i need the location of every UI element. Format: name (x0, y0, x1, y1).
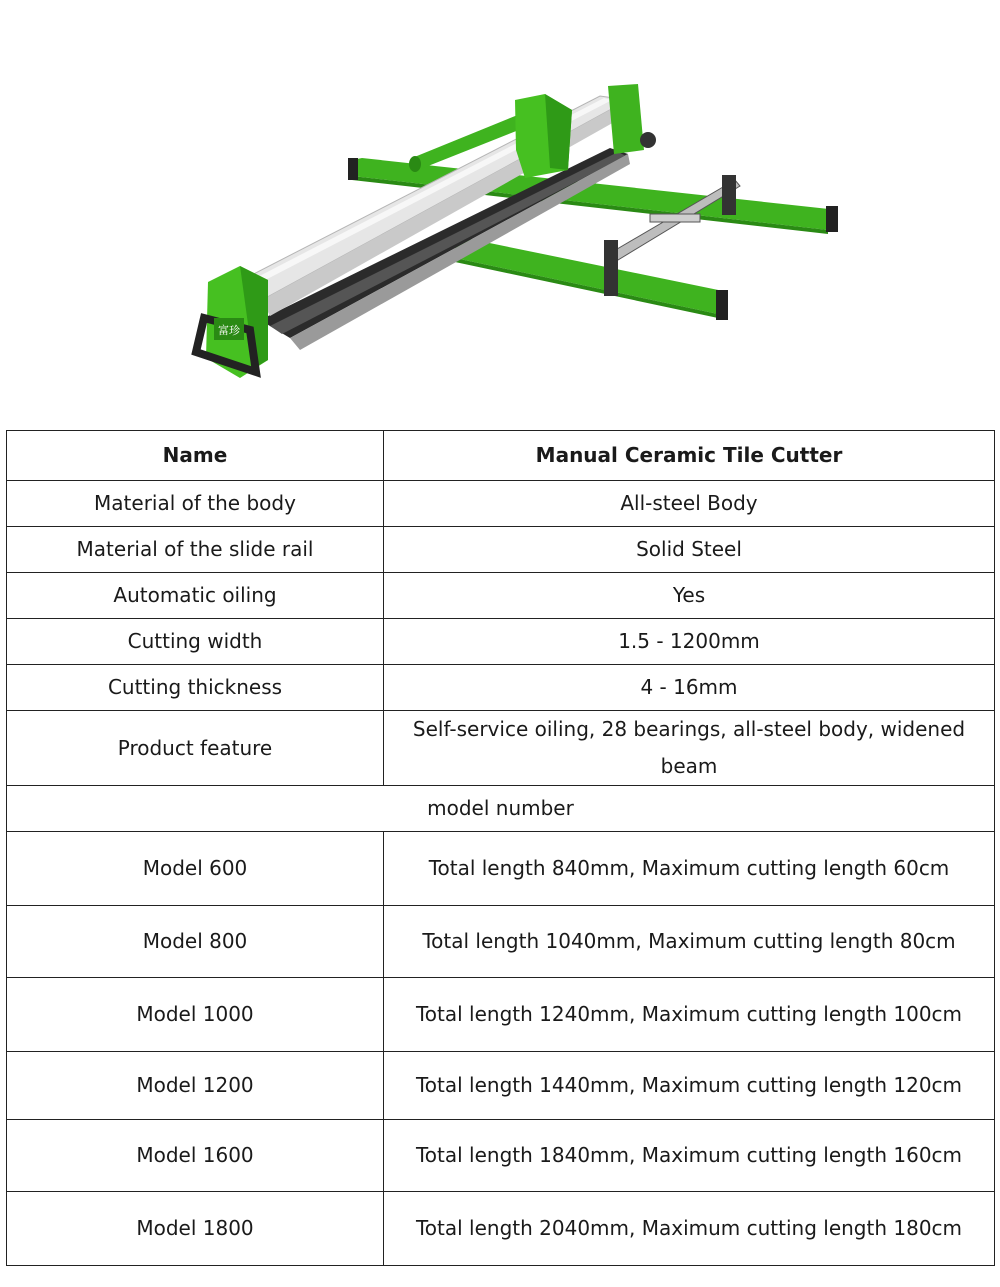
model-number-label: model number (7, 786, 995, 832)
model-name-cell: Model 1000 (7, 978, 384, 1052)
model-row (7, 1120, 995, 1192)
spec-name-cell: Automatic oiling (7, 573, 384, 619)
model-value-cell: Total length 1440mm, Maximum cutting length 120cm (384, 1052, 995, 1120)
header-value-cell: Manual Ceramic Tile Cutter (384, 431, 995, 481)
model-row (7, 906, 995, 978)
spec-value-cell: All-steel Body (384, 481, 995, 527)
spec-value-cell: Yes (384, 573, 995, 619)
model-value-cell: Total length 2040mm, Maximum cutting length 180cm (384, 1192, 995, 1266)
spec-name-cell: Material of the body (7, 481, 384, 527)
section-label-row (7, 786, 995, 832)
spec-name-cell: Product feature (7, 711, 384, 786)
spec-row (7, 665, 995, 711)
spec-value-cell: Self-service oiling, 28 bearings, all-steel body, widened beam (384, 711, 995, 786)
model-name-cell: Model 1800 (7, 1192, 384, 1266)
spec-value-cell: Solid Steel (384, 527, 995, 573)
model-row (7, 1192, 995, 1266)
brand-mark: 富珍 (218, 324, 240, 337)
model-value-cell: Total length 840mm, Maximum cutting length 60cm (384, 832, 995, 906)
spec-name-cell: Cutting width (7, 619, 384, 665)
specification-table (6, 430, 995, 1266)
table-header-row (7, 431, 995, 481)
spec-row (7, 619, 995, 665)
end-block-near (196, 266, 268, 378)
spec-row (7, 481, 995, 527)
model-value-cell: Total length 1240mm, Maximum cutting length 100cm (384, 978, 995, 1052)
model-value-cell: Total length 1840mm, Maximum cutting length 160cm (384, 1120, 995, 1192)
spec-row (7, 527, 995, 573)
model-value-cell: Total length 1040mm, Maximum cutting length 80cm (384, 906, 995, 978)
model-name-cell: Model 1600 (7, 1120, 384, 1192)
spec-value-cell: 1.5 - 1200mm (384, 619, 995, 665)
spec-row (7, 573, 995, 619)
header-name-cell: Name (7, 431, 384, 481)
spec-row (7, 711, 995, 786)
spec-name-cell: Cutting thickness (7, 665, 384, 711)
model-row (7, 978, 995, 1052)
tile-cutter-product-image (0, 0, 1000, 420)
spec-value-cell: 4 - 16mm (384, 665, 995, 711)
model-name-cell: Model 600 (7, 832, 384, 906)
spec-name-cell: Material of the slide rail (7, 527, 384, 573)
model-name-cell: Model 800 (7, 906, 384, 978)
model-row (7, 832, 995, 906)
model-row (7, 1052, 995, 1120)
end-block-far (608, 84, 656, 154)
front-support-arm (455, 238, 728, 320)
model-name-cell: Model 1200 (7, 1052, 384, 1120)
